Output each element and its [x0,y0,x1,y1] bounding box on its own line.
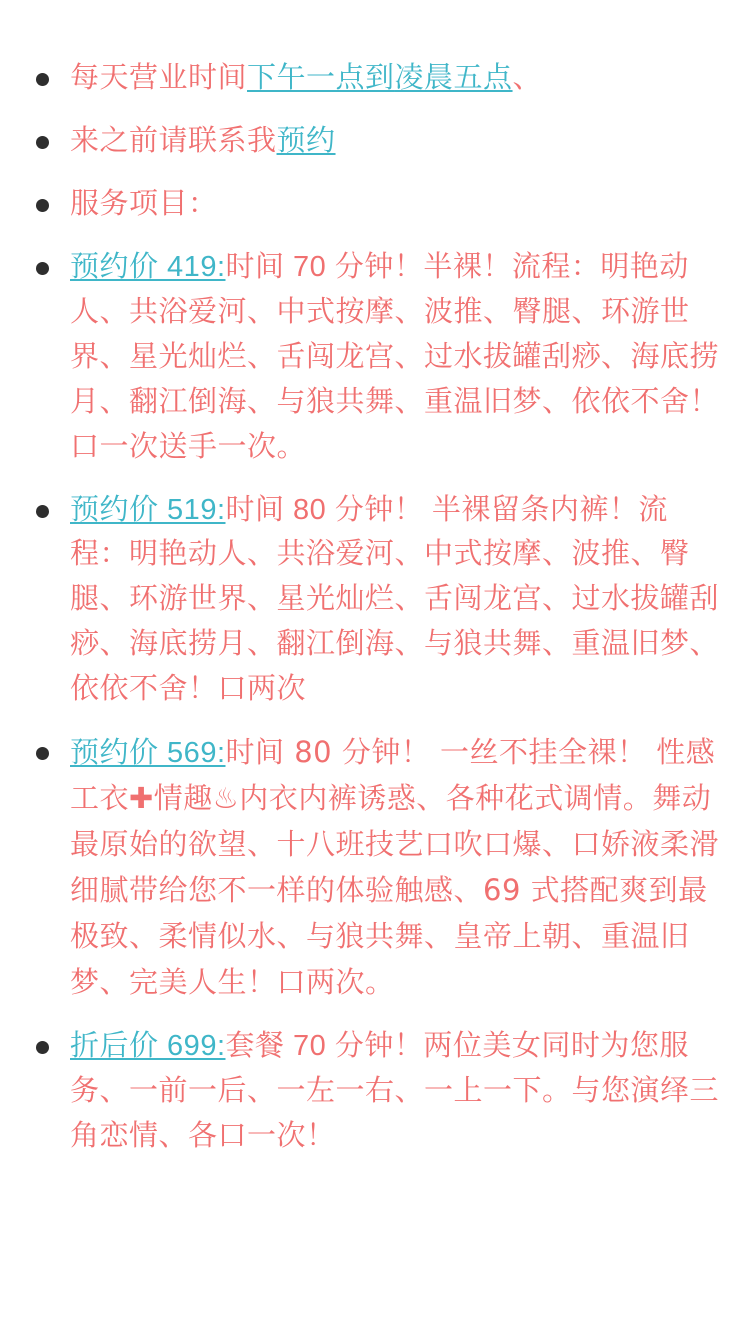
list-item-package-699 [24,1024,726,1159]
text-segment-highlight: 凌晨五点 [394,62,513,94]
text-segment: 每天营业时间 [70,62,248,94]
package-description-519: 时间 80 分钟！ 半裸留条内裤！流程：明艳动人、共浴爱河、中式按摩、波推、臀腿、环游世界、星光灿烂、舌闯龙宫、过水拔罐刮痧、海底捞月、翻江倒海、与狼共舞、重温旧梦、依依不舍！口两次 [70,493,720,706]
price-label-569: 预约价 569: [70,737,226,770]
package-description-419: 时间 70 分钟！半裸！流程：明艳动人、共浴爱河、中式按摩、波推、臀腿、环游世界、星光灿烂、舌闯龙宫、过水拔罐刮痧、海底捞月、翻江倒海、与狼共舞、重温旧梦、依依不舍！口一次送手一次。 [70,250,720,463]
list-item-package-569 [24,730,726,1006]
text-segment: 、 [512,62,543,94]
list-item-package-419 [24,245,726,470]
package-description-699: 套餐 70 分钟！两位美女同时为您服务、一前一后、一左一右、一上一下。与您演绎三角恋情、各口一次！ [70,1029,720,1152]
package-description-569: 时间 80 分钟！ 一丝不挂全裸！ 性感工衣✚情趣♨内衣内裤诱惑、各种花式调情。舞动最原始的欲望、十八班技艺口吹口爆、口娇液柔滑细腻带给您不一样的体验触感、69 式搭配爽到最极致、柔情似水、与狼共舞、皇帝上朝、重温旧梦、完美人生！口两次。 [70,735,720,999]
list-item-package-519 [24,488,726,713]
text-segment-highlight: 下午一点到 [247,62,395,94]
text-segment: 来之前请联系我 [70,124,277,157]
list-item-hours [24,56,726,101]
text-segment-highlight: 预约 [276,124,336,157]
price-label-519: 预约价 519: [70,493,226,526]
price-label-699: 折后价 699: [70,1029,226,1062]
service-list [24,56,726,1159]
list-item-services-header [24,182,726,227]
price-label-419: 预约价 419: [70,250,226,283]
list-item-appointment [24,119,726,164]
text-segment: 服务项目： [70,187,218,220]
